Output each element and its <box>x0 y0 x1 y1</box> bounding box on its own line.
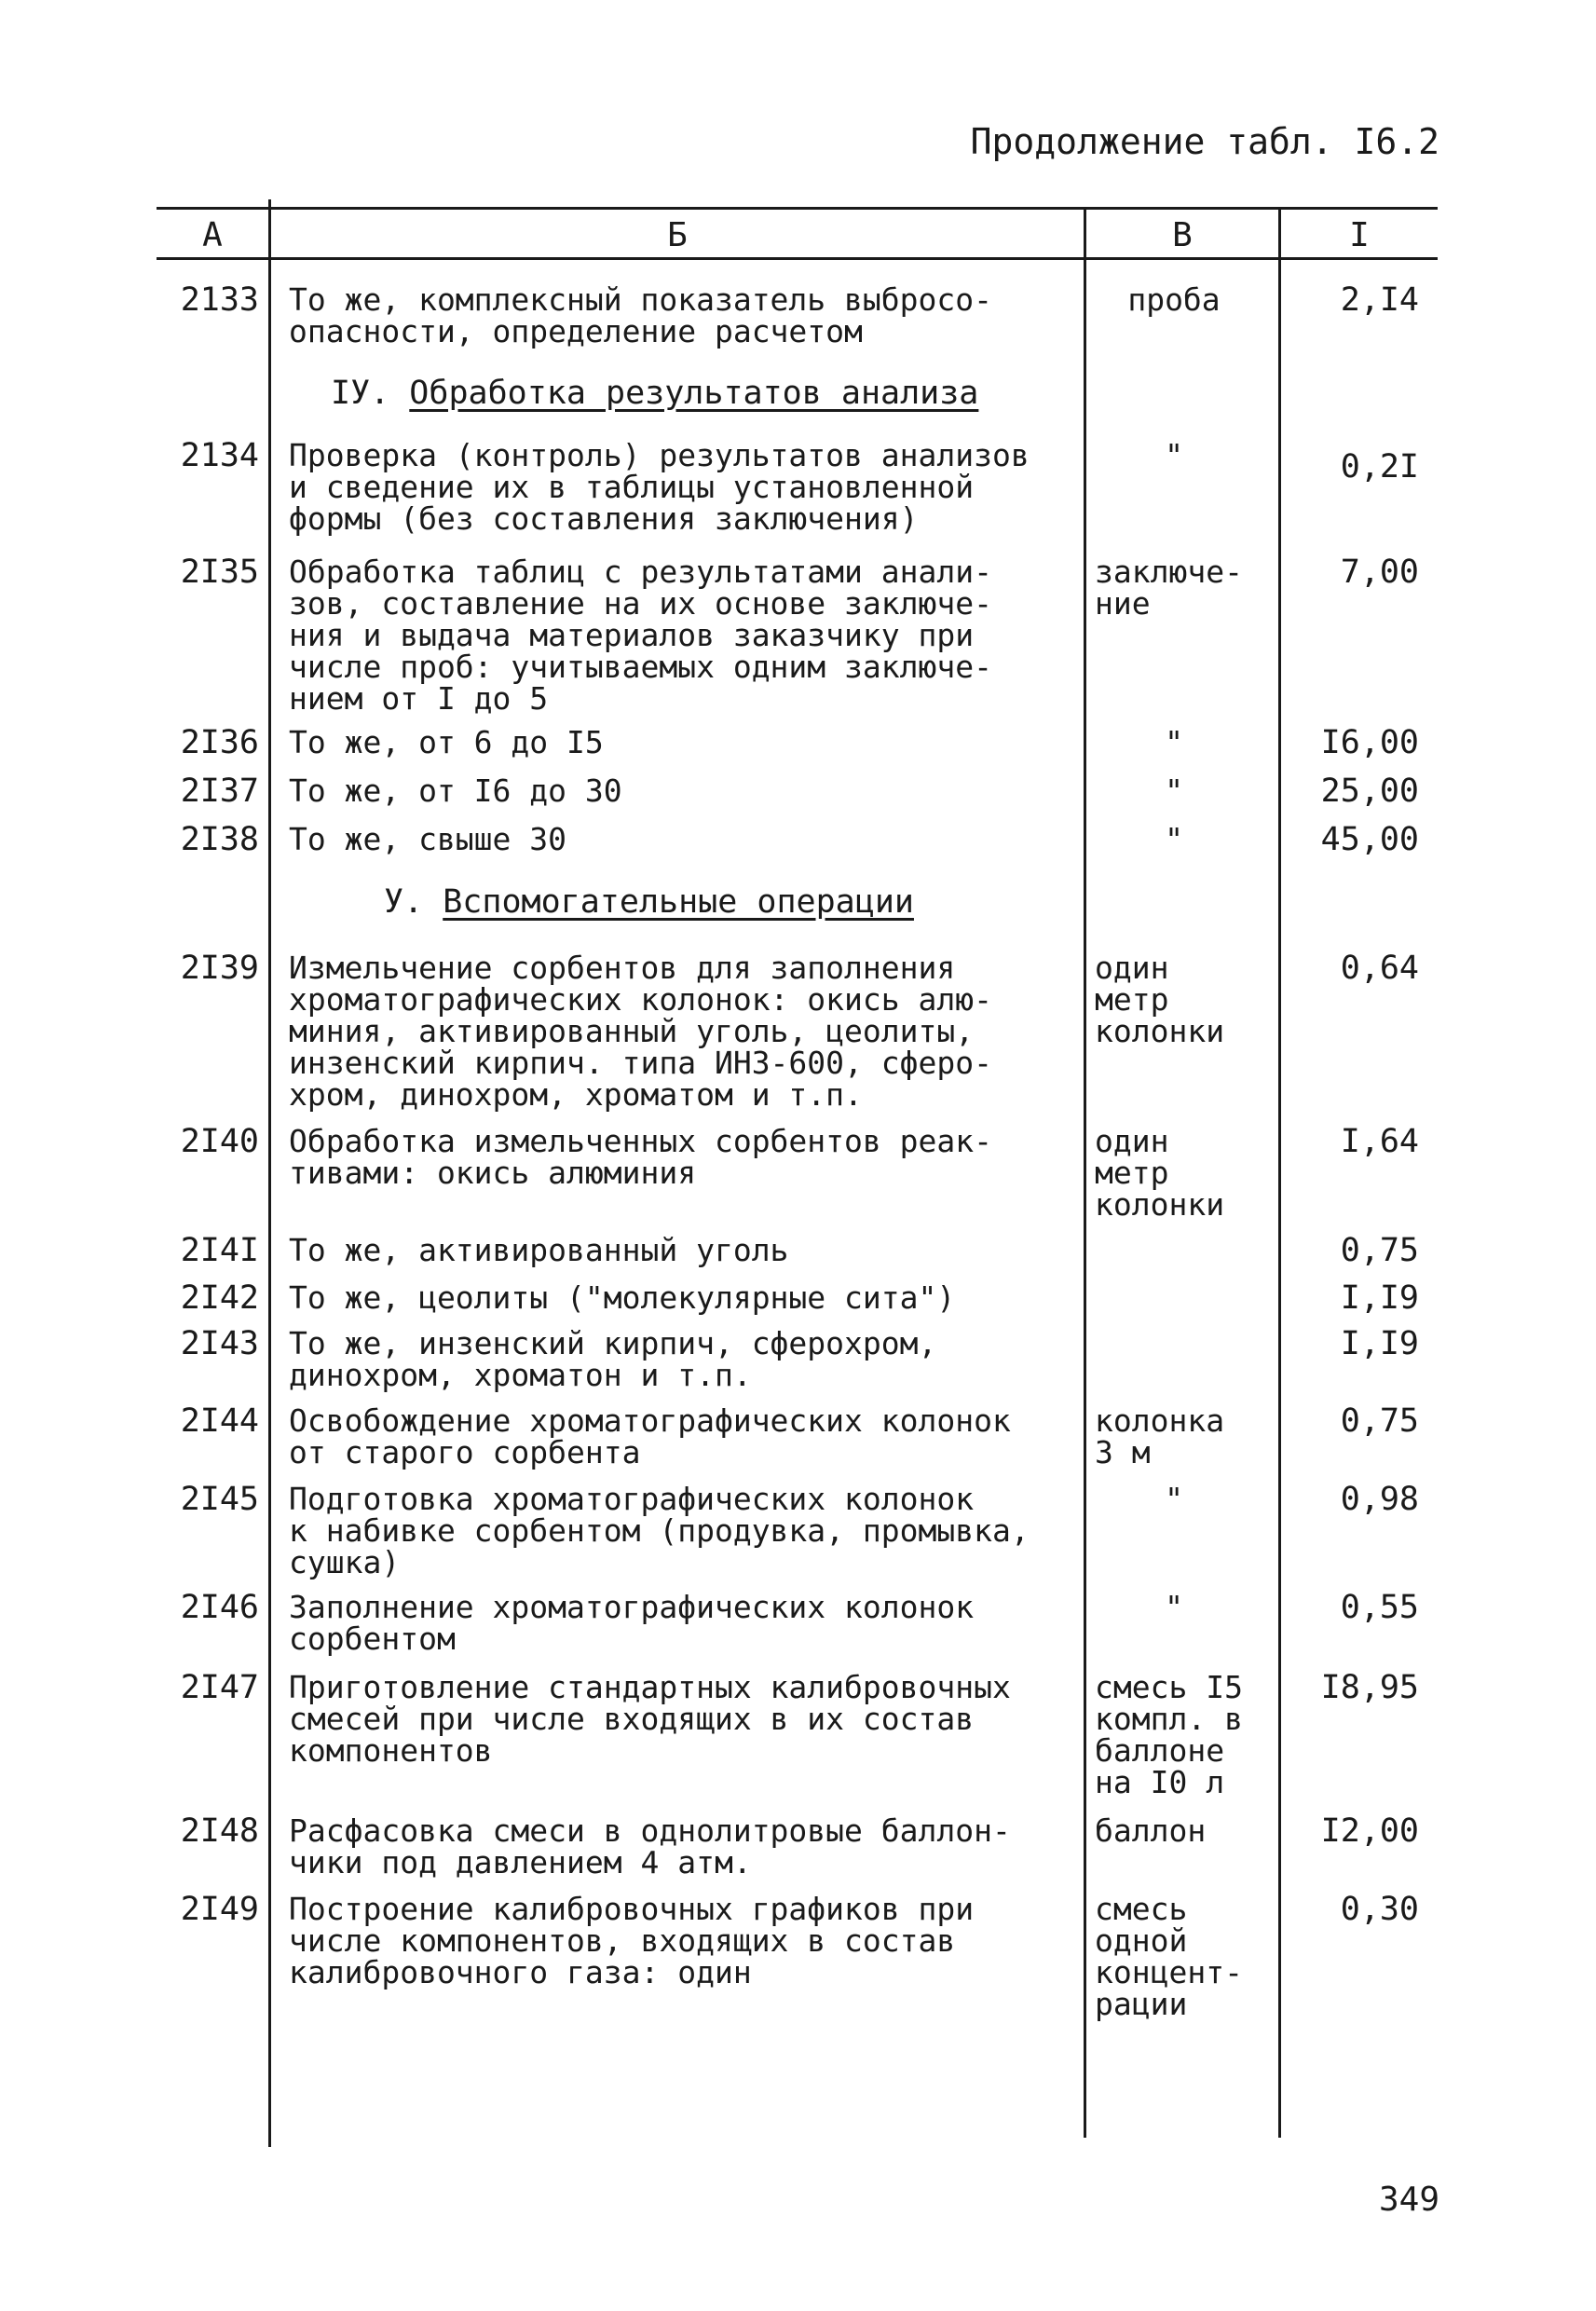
row-value: I6,00 <box>1320 724 1419 761</box>
row-value: 0,75 <box>1340 1232 1419 1269</box>
row-unit: колонка 3 м <box>1095 1402 1225 1470</box>
row-unit: один метр колонки <box>1095 1123 1225 1223</box>
row-value: 0,75 <box>1340 1402 1419 1440</box>
row-code: 2I45 <box>180 1481 259 1518</box>
section-heading-v <box>384 883 914 921</box>
row-code: 2I4I <box>180 1232 259 1269</box>
row-unit: " <box>1165 1481 1183 1517</box>
row-value: 0,64 <box>1340 950 1419 987</box>
row-description: Расфасовка смеси в однолитровые баллон- чики под давлением 4 атм. <box>289 1812 1011 1880</box>
table-continuation-label: Продолжение табл. I6.2 <box>970 121 1439 162</box>
row-description: Подготовка хроматографических колонок к набивке сорбентом (продувка, промывка, сушка) <box>289 1481 1030 1580</box>
row-description: Освобождение хроматографических колонок от старого сорбента <box>289 1402 1011 1470</box>
table-header-rule <box>157 257 1438 260</box>
section-title: Вспомогательные операции <box>443 883 914 921</box>
row-code: 2I44 <box>180 1402 259 1440</box>
row-value: 7,00 <box>1340 554 1419 591</box>
row-description: То же, инзенский кирпич, сферохром, динохром, хроматон и т.п. <box>289 1325 937 1393</box>
row-description: Проверка (контроль) результатов анализов и сведение их в таблицы установленной формы (без составления заключения) <box>289 437 1030 537</box>
row-unit: смесь I5 компл. в баллоне на I0 л <box>1095 1669 1243 1800</box>
row-description: То же, от I6 до 30 <box>289 773 622 809</box>
row-value: I,I9 <box>1340 1325 1419 1362</box>
row-description: То же, активированный уголь <box>289 1232 789 1268</box>
row-code: 2I37 <box>180 773 259 810</box>
column-divider-b <box>1084 207 1086 2138</box>
row-description: То же, от 6 до I5 <box>289 724 604 760</box>
row-description: Измельчение сорбентов для заполнения хроматографических колонок: окись алю- миния, активированный уголь, цеолиты, инзенский кирпич. типа ИНЗ-600, сферо- хром, динохром, хроматом и т.п. <box>289 950 992 1113</box>
row-code: 2134 <box>180 437 259 474</box>
row-value: I,64 <box>1340 1123 1419 1160</box>
row-code: 2I39 <box>180 950 259 987</box>
table-top-rule <box>157 207 1438 210</box>
row-code: 2I42 <box>180 1279 259 1317</box>
row-description: Обработка измельченных сорбентов реак- тивами: окись алюминия <box>289 1123 992 1191</box>
row-description: Заполнение хроматографических колонок сорбентом <box>289 1589 975 1657</box>
column-divider-c <box>1278 207 1281 2138</box>
row-unit: смесь одной концент- рации <box>1095 1891 1243 2022</box>
row-code: 2I43 <box>180 1325 259 1362</box>
column-divider-a <box>268 199 271 2147</box>
row-value: I8,95 <box>1320 1669 1419 1706</box>
row-unit: " <box>1165 1589 1183 1625</box>
column-header-b: Б <box>667 216 688 254</box>
row-value: 0,55 <box>1340 1589 1419 1626</box>
row-unit: баллон <box>1095 1812 1207 1849</box>
row-unit: " <box>1165 821 1183 857</box>
section-number: IУ. <box>331 375 390 412</box>
row-description: Обработка таблиц с результатами анали- зов, составление на их основе заключе- ния и выдача материалов заказчику при числе проб: учитываемых одним заключе- нием от I до 5 <box>289 554 992 717</box>
row-value: 0,2I <box>1340 448 1419 485</box>
row-value: I,I9 <box>1340 1279 1419 1317</box>
row-unit: заключе- ние <box>1095 554 1243 622</box>
row-code: 2I40 <box>180 1123 259 1160</box>
row-description: То же, комплексный показатель выбросо- опасности, определение расчетом <box>289 281 992 349</box>
row-description: Приготовление стандартных калибровочных смесей при числе входящих в их состав компонентов <box>289 1669 1011 1769</box>
column-header-a: А <box>202 216 223 254</box>
row-unit: " <box>1165 773 1183 809</box>
row-code: 2I48 <box>180 1812 259 1850</box>
row-description: То же, свыше 30 <box>289 821 567 857</box>
row-description: То же, цеолиты ("молекулярные сита") <box>289 1279 956 1316</box>
row-unit: " <box>1165 724 1183 760</box>
column-header-d: I <box>1349 216 1370 254</box>
page-number: 349 <box>1378 2181 1439 2219</box>
section-title: Обработка результатов анализа <box>409 375 979 412</box>
row-code: 2I38 <box>180 821 259 858</box>
section-number: У. <box>384 883 424 921</box>
row-value: 45,00 <box>1320 821 1419 858</box>
row-value: 0,30 <box>1340 1891 1419 1928</box>
row-code: 2133 <box>180 281 259 319</box>
row-code: 2I36 <box>180 724 259 761</box>
row-code: 2I35 <box>180 554 259 591</box>
row-unit: один метр колонки <box>1095 950 1225 1049</box>
row-code: 2I47 <box>180 1669 259 1706</box>
row-code: 2I46 <box>180 1589 259 1626</box>
row-value: 25,00 <box>1320 773 1419 810</box>
row-value: I2,00 <box>1320 1812 1419 1850</box>
row-unit: проба <box>1127 281 1221 318</box>
row-value: 2,I4 <box>1340 281 1419 319</box>
row-code: 2I49 <box>180 1891 259 1928</box>
row-description: Построение калибровочных графиков при числе компонентов, входящих в состав калибровочного газа: один <box>289 1891 975 1990</box>
row-unit: " <box>1165 437 1183 473</box>
row-value: 0,98 <box>1340 1481 1419 1518</box>
column-header-c: В <box>1172 216 1193 254</box>
section-heading-iv <box>331 375 978 412</box>
